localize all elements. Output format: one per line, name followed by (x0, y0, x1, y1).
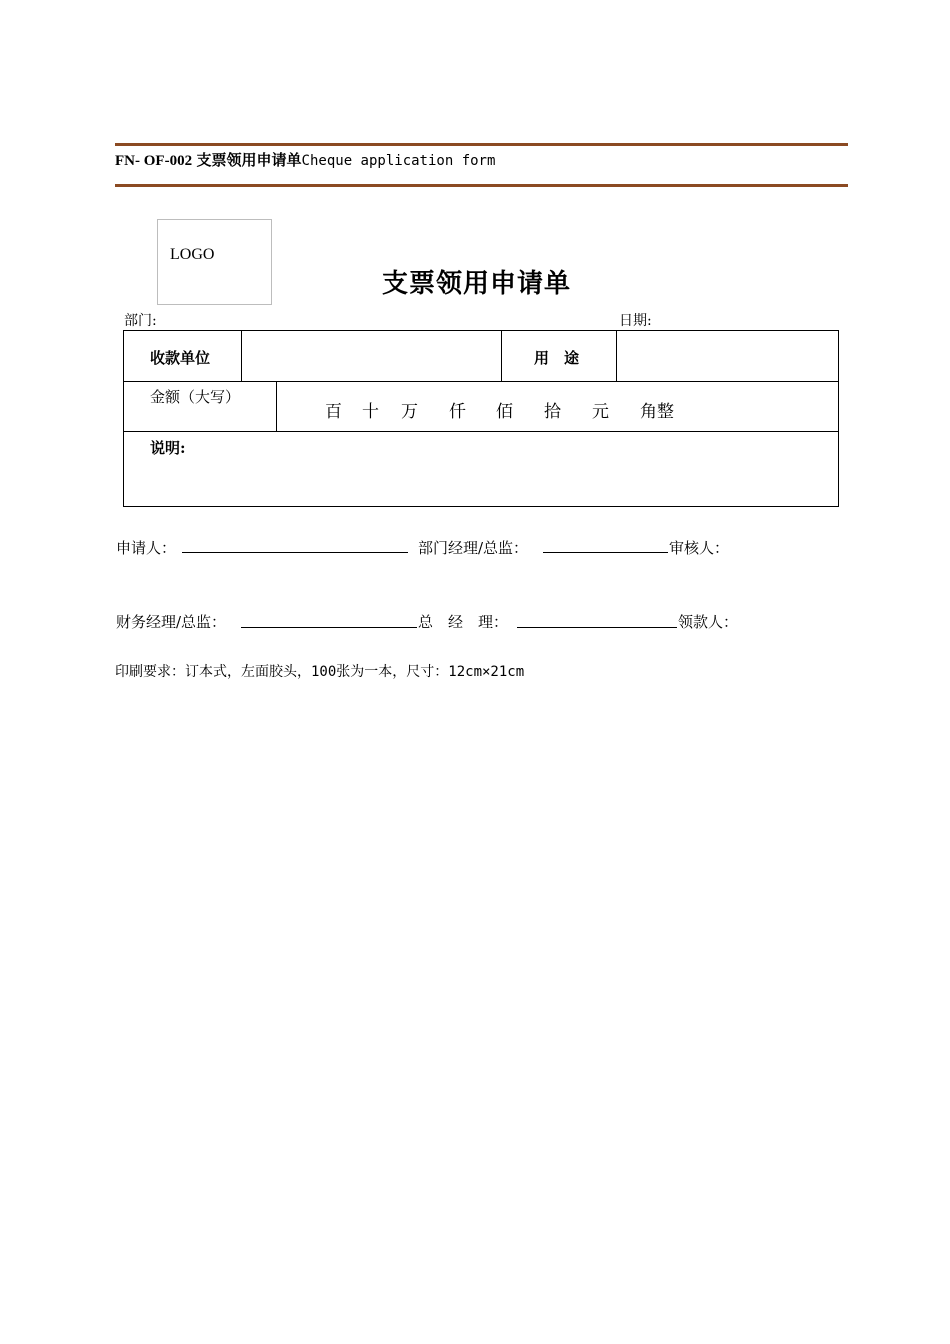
amount-unit-shi-formal: 拾 (544, 402, 561, 422)
form-title: 支票领用申请单 (382, 269, 572, 299)
reviewer-label: 审核人： (669, 539, 730, 557)
department-label: 部门: (124, 313, 157, 329)
header-top-rule (115, 143, 848, 146)
recipient-label: 领款人： (678, 613, 739, 631)
col-divider-purpose-left (501, 331, 502, 381)
purpose-label: 用 途 (534, 349, 580, 367)
logo-text: LOGO (170, 246, 215, 263)
notes-field[interactable] (124, 432, 838, 506)
dept-manager-signature-line[interactable] (543, 552, 668, 553)
applicant-label: 申请人： (116, 539, 177, 557)
amount-label: 金额（大写） (150, 388, 241, 406)
date-label: 日期: (619, 313, 652, 329)
applicant-signature-line[interactable] (182, 552, 408, 553)
amount-unit-bai-formal: 佰 (496, 402, 513, 422)
amount-unit-jiao-zheng: 角整 (640, 402, 674, 422)
document-title-cn: 支票领用申请单 (196, 151, 302, 169)
document-code: FN- OF-002 (115, 153, 193, 169)
amount-unit-qian: 仟 (449, 402, 466, 422)
payee-field[interactable] (242, 331, 501, 381)
finance-manager-label: 财务经理/总监： (116, 613, 227, 631)
amount-unit-shi: 十 (362, 402, 379, 422)
header-bottom-rule (115, 184, 848, 187)
finance-manager-signature-line[interactable] (241, 627, 417, 628)
document-title-en: Cheque application form (301, 153, 496, 169)
logo-placeholder (157, 219, 272, 305)
payee-label: 收款单位 (150, 349, 211, 367)
dept-manager-label: 部门经理/总监： (418, 539, 529, 557)
general-manager-label: 总 经 理： (418, 613, 509, 631)
notes-label: 说明: (150, 439, 186, 457)
purpose-field[interactable] (617, 331, 838, 381)
amount-unit-yuan: 元 (592, 402, 609, 422)
general-manager-signature-line[interactable] (517, 627, 677, 628)
form-table (123, 330, 839, 507)
amount-unit-wan: 万 (401, 402, 418, 422)
print-requirement: 印刷要求：订本式，左面胶头，100张为一本，尺寸：12cm×21cm (115, 664, 525, 680)
document-header (115, 149, 495, 170)
amount-unit-bai: 百 (325, 402, 342, 422)
